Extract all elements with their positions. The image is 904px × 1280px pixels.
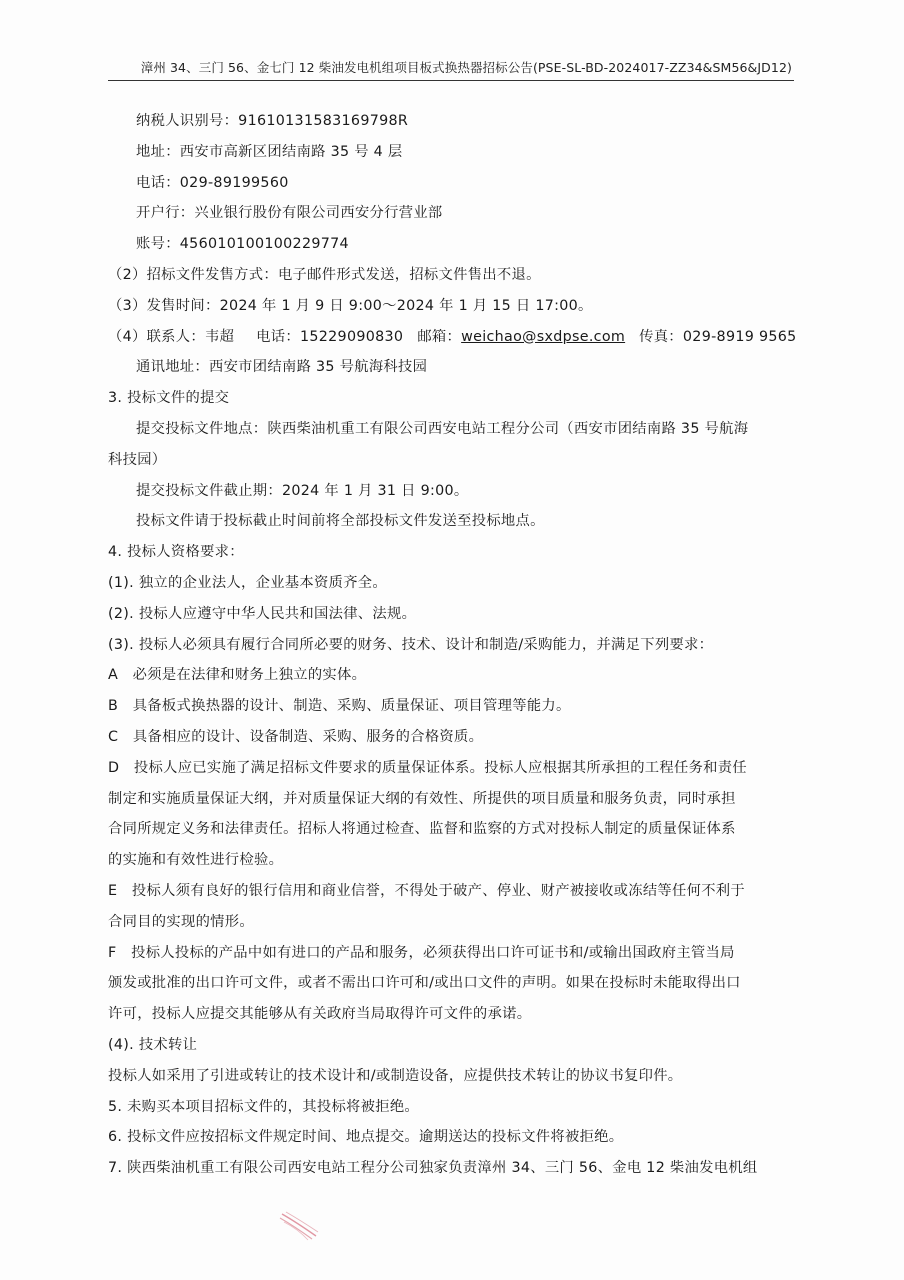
mail-address-line: 通讯地址：西安市团结南路 35 号航海科技园 [136,359,428,376]
requirement-f-line-1: F 投标人投标的产品中如有进口的产品和服务，必须获得出口许可证书和/或输出国政府主管当局 [108,944,735,961]
qualification-item-1: (1). 独立的企业法人，企业基本资质齐全。 [108,574,387,591]
requirement-a: A 必须是在法律和财务上独立的实体。 [108,667,367,684]
qualification-item-2: (2). 投标人应遵守中华人民共和国法律、法规。 [108,605,417,622]
submission-note-line: 投标文件请于投标截止时间前将全部投标文件发送至投标地点。 [136,513,545,530]
contact-phone: 电话：15229090830 [256,328,404,345]
clause-7: 7. 陕西柴油机重工有限公司西安电站工程分公司独家负责漳州 34、三门 56、金电 12 柴油发电机组 [108,1160,758,1177]
page-header: 漳州 34、三门 56、金七门 12 柴油发电机组项目板式换热器招标公告(PSE-SL-BD-2024017-ZZ34&SM56&JD12) [140,60,792,75]
contact-person: （4）联系人：韦超 [108,328,235,345]
email-label: 邮箱： [417,328,462,345]
submission-place-line-2: 科技园） [108,451,167,468]
sale-method-line: （2）招标文件发售方式：电子邮件形式发送，招标文件售出不退。 [108,266,541,283]
qualification-item-3: (3). 投标人必须具有履行合同所必要的财务、技术、设计和制造/采购能力，并满足下列要求： [108,636,714,653]
requirement-f-line-2: 颁发或批准的出口许可文件，或者不需出口许可和/或出口文件的声明。如果在投标时未能取得出口 [108,975,741,992]
sale-time-line: （3）发售时间：2024 年 1 月 9 日 9:00～2024 年 1 月 15 日 17:00。 [108,297,593,314]
header-divider [108,80,794,81]
clause-6: 6. 投标文件应按招标文件规定时间、地点提交。逾期送达的投标文件将被拒绝。 [108,1129,624,1146]
clause-5: 5. 未购买本项目招标文件的，其投标将被拒绝。 [108,1098,420,1115]
bank-line: 开户行：兴业银行股份有限公司西安分行营业部 [136,205,443,222]
account-line: 账号：456010100100229774 [136,236,349,253]
qualification-item-4: (4). 技术转让 [108,1036,198,1053]
seal-fragment-icon [278,1208,320,1242]
requirement-d-line-1: D 投标人应已实施了满足招标文件要求的质量保证体系。投标人应根据其所承担的工程任务和责任 [108,759,747,776]
requirement-e-line-2: 合同目的实现的情形。 [108,913,254,930]
qualification-heading: 4. 投标人资格要求： [108,544,244,561]
address-line: 地址：西安市高新区团结南路 35 号 4 层 [136,143,403,160]
requirement-b: B 具备板式换热器的设计、制造、采购、质量保证、项目管理等能力。 [108,698,571,715]
requirement-f-line-3: 许可，投标人应提交其能够从有关政府当局取得许可文件的承诺。 [108,1006,532,1023]
requirement-d-line-2: 制定和实施质量保证大纲，并对质量保证大纲的有效性、所提供的项目质量和服务负责，同时承担 [108,790,736,807]
technology-transfer-text: 投标人如采用了引进或转让的技术设计和/或制造设备，应提供技术转让的协议书复印件。 [108,1067,683,1084]
contact-line [108,322,798,353]
requirement-d-line-4: 的实施和有效性进行检验。 [108,852,284,869]
submission-place-line-1: 提交投标文件地点：陕西柴油机重工有限公司西安电站工程分公司（西安市团结南路 35 号航海 [136,420,749,437]
submission-deadline-line: 提交投标文件截止期：2024 年 1 月 31 日 9:00。 [136,482,469,499]
requirement-d-line-3: 合同所规定义务和法律责任。招标人将通过检查、监督和监察的方式对投标人制定的质量保证体系 [108,821,736,838]
phone-line: 电话：029-89199560 [136,174,289,191]
submission-heading: 3. 投标文件的提交 [108,390,230,407]
tax-id-line: 纳税人识别号：91610131583169798R [136,113,409,129]
requirement-c: C 具备相应的设计、设备制造、采购、服务的合格资质。 [108,728,484,745]
fax-text: 传真：029-8919 9565 [639,328,797,345]
document-body [108,106,798,1184]
requirement-e-line-1: E 投标人须有良好的银行信用和商业信誉，不得处于破产、停业、财产被接收或冻结等任何不利于 [108,882,745,899]
email-link[interactable]: weichao@sxdpse.com [461,328,626,345]
